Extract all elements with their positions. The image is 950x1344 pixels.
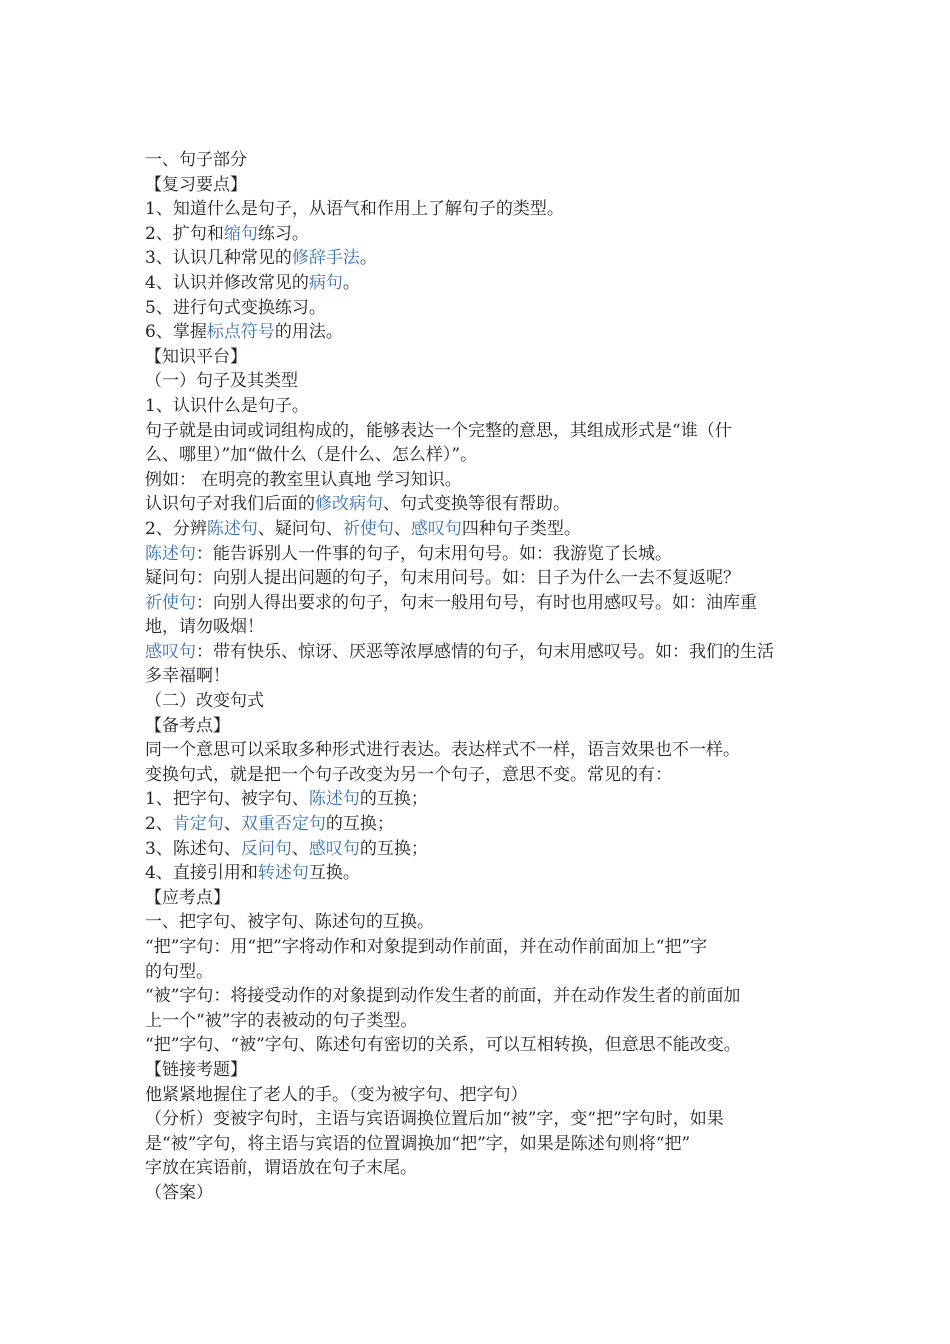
text-line <box>145 296 825 321</box>
text-segment: “被”字句：将接受动作的对象提到动作发生者的前面，并在动作发生者的前面加 <box>145 986 741 1007</box>
term-link[interactable]: 肯定句 <box>172 814 224 835</box>
text-segment: 他紧紧地握住了老人的手。（变为被字句、把字句） <box>145 1084 528 1105</box>
text-segment: 的互换； <box>359 838 428 859</box>
text-segment: 、 <box>291 838 309 859</box>
text-line <box>145 763 825 788</box>
text-line <box>145 271 825 296</box>
term-link[interactable]: 感叹句 <box>145 641 196 662</box>
text-segment: （答案） <box>145 1182 213 1203</box>
text-segment: 例如： 在明亮的教室里认真地 学习知识。 <box>145 469 462 490</box>
text-segment: 四种句子类型。 <box>461 518 581 539</box>
text-line <box>145 566 825 591</box>
text-line <box>145 837 825 862</box>
text-segment: 互换。 <box>308 863 360 884</box>
text-segment: 4、认识并修改常见的 <box>145 272 309 293</box>
term-link[interactable]: 陈述句 <box>206 518 258 539</box>
text-segment: 字放在宾语前，谓语放在句子末尾。 <box>145 1158 417 1179</box>
text-segment: 多幸福啊！ <box>145 666 230 687</box>
text-segment: 练习。 <box>257 223 309 244</box>
text-segment: 是“被”字句，将主语与宾语的位置调换加“把”字，如果是陈述句则将“把” <box>145 1133 691 1154</box>
text-segment: ：向别人得出要求的句子，句末一般用句号，有时也用感叹号。如：油库重 <box>196 592 757 613</box>
text-segment: 6、掌握 <box>145 322 207 343</box>
text-line <box>145 960 825 985</box>
text-line <box>145 1132 825 1157</box>
text-segment: “把”字句：用“把”字将动作和对象提到动作前面，并在动作前面加上“把”字 <box>145 937 708 957</box>
term-link[interactable]: 祈使句 <box>145 592 196 613</box>
text-segment: 1、把字句、被字句、 <box>145 789 309 810</box>
text-line <box>145 468 825 493</box>
text-line <box>145 1181 825 1206</box>
text-segment: 2、分辨 <box>145 518 207 539</box>
text-segment: 一、句子部分 <box>145 150 247 170</box>
text-line <box>145 1107 825 1132</box>
text-line <box>145 1083 825 1108</box>
text-line <box>145 1009 825 1034</box>
text-segment: 上一个“被”字的表被动的句子类型。 <box>145 1010 418 1031</box>
text-segment: 、 <box>393 518 411 539</box>
text-segment: 同一个意思可以采取多种形式进行表达。表达样式不一样，语言效果也不一样。 <box>145 740 740 761</box>
text-line <box>145 591 825 616</box>
text-line <box>145 886 825 911</box>
term-link[interactable]: 感叹句 <box>308 838 360 859</box>
text-segment: 2、扩句和 <box>145 223 224 244</box>
text-segment: 1、知道什么是句子，从语气和作用上了解句子的类型。 <box>145 199 564 220</box>
text-segment: 变换句式，就是把一个句子改变为另一个句子，意思不变。常见的有： <box>145 764 672 785</box>
text-segment: 【备考点】 <box>145 715 230 736</box>
text-segment: （分析）变被字句时，主语与宾语调换位置后加“被”字，变“把”字句时，如果 <box>145 1109 724 1130</box>
text-line <box>145 640 825 665</box>
text-segment: 的互换； <box>359 789 428 810</box>
text-line <box>145 148 825 173</box>
text-segment: 3、认识几种常见的 <box>145 248 292 269</box>
text-segment: 的用法。 <box>274 322 343 343</box>
text-line <box>145 419 825 444</box>
term-link[interactable]: 感叹句 <box>410 518 462 539</box>
term-link[interactable]: 双重否定句 <box>240 814 326 835</box>
text-segment: 地，请勿吸烟！ <box>145 617 264 638</box>
text-segment: 的句型。 <box>145 961 213 982</box>
text-segment: （二）改变句式 <box>145 691 264 712</box>
text-line <box>145 173 825 198</box>
document-body <box>145 148 825 1206</box>
text-line <box>145 664 825 689</box>
text-line <box>145 542 825 567</box>
term-link[interactable]: 反问句 <box>240 838 292 859</box>
text-segment: 认识句子对我们后面的 <box>145 494 315 515</box>
text-line <box>145 689 825 714</box>
text-segment: 4、直接引用和 <box>145 863 258 884</box>
text-line <box>145 1033 825 1058</box>
text-line <box>145 443 825 468</box>
text-segment: 1、认识什么是句子。 <box>145 395 309 416</box>
text-segment: 一、把字句、被字句、陈述句的互换。 <box>145 912 434 933</box>
text-line <box>145 812 825 837</box>
text-segment: 疑问句：向别人提出问题的句子，句末用问号。如：日子为什么一去不复返呢？ <box>145 568 740 589</box>
term-link[interactable]: 陈述句 <box>308 789 360 810</box>
text-line <box>145 517 825 542</box>
text-segment: 么、哪里）”加“做什么（是什么、怎么样）”。 <box>145 445 478 466</box>
text-segment: ：带有快乐、惊讶、厌恶等浓厚感情的句子，句末用感叹号。如：我们的生活 <box>196 641 774 662</box>
text-line <box>145 197 825 222</box>
text-line <box>145 320 825 345</box>
text-line <box>145 861 825 886</box>
term-link[interactable]: 陈述句 <box>145 543 196 564</box>
text-line <box>145 714 825 739</box>
text-line <box>145 492 825 517</box>
text-segment: 【应考点】 <box>145 887 230 908</box>
text-segment: 、句式变换等很有帮助。 <box>383 494 570 515</box>
text-line <box>145 345 825 370</box>
text-line <box>145 246 825 271</box>
term-link[interactable]: 标点符号 <box>206 322 275 343</box>
text-line <box>145 787 825 812</box>
term-link[interactable]: 转述句 <box>257 863 309 884</box>
text-segment: 【链接考题】 <box>145 1059 247 1080</box>
text-segment: “把”字句、“被”字句、陈述句有密切的关系，可以互相转换，但意思不能改变。 <box>145 1035 741 1056</box>
text-segment: 、疑问句、 <box>257 518 343 539</box>
term-link[interactable]: 缩句 <box>223 223 258 244</box>
text-line <box>145 738 825 763</box>
term-link[interactable]: 祈使句 <box>342 518 394 539</box>
text-line <box>145 984 825 1009</box>
text-line <box>145 935 825 960</box>
text-line <box>145 1058 825 1083</box>
text-line <box>145 910 825 935</box>
text-segment: 5、进行句式变换练习。 <box>145 297 326 318</box>
text-segment: 2、 <box>145 814 173 835</box>
text-segment: ：能告诉别人一件事的句子，句末用句号。如：我游览了长城。 <box>196 543 672 564</box>
term-link[interactable]: 修改病句 <box>315 494 383 515</box>
text-segment: （一）句子及其类型 <box>145 371 298 392</box>
text-line <box>145 222 825 247</box>
text-line <box>145 1156 825 1181</box>
text-line <box>145 615 825 640</box>
text-segment: 【知识平台】 <box>145 346 247 367</box>
text-segment: 3、陈述句、 <box>145 838 241 859</box>
text-line <box>145 369 825 394</box>
text-segment: 【复习要点】 <box>145 174 247 195</box>
text-segment: 的互换； <box>325 814 394 835</box>
term-link[interactable]: 修辞手法 <box>291 248 360 269</box>
text-segment: 。 <box>359 248 377 269</box>
text-segment: 。 <box>342 272 360 293</box>
text-segment: 句子就是由词或词组构成的，能够表达一个完整的意思，其组成形式是“谁（什 <box>145 420 732 441</box>
term-link[interactable]: 病句 <box>308 272 343 293</box>
text-segment: 、 <box>223 814 241 835</box>
text-line <box>145 394 825 419</box>
